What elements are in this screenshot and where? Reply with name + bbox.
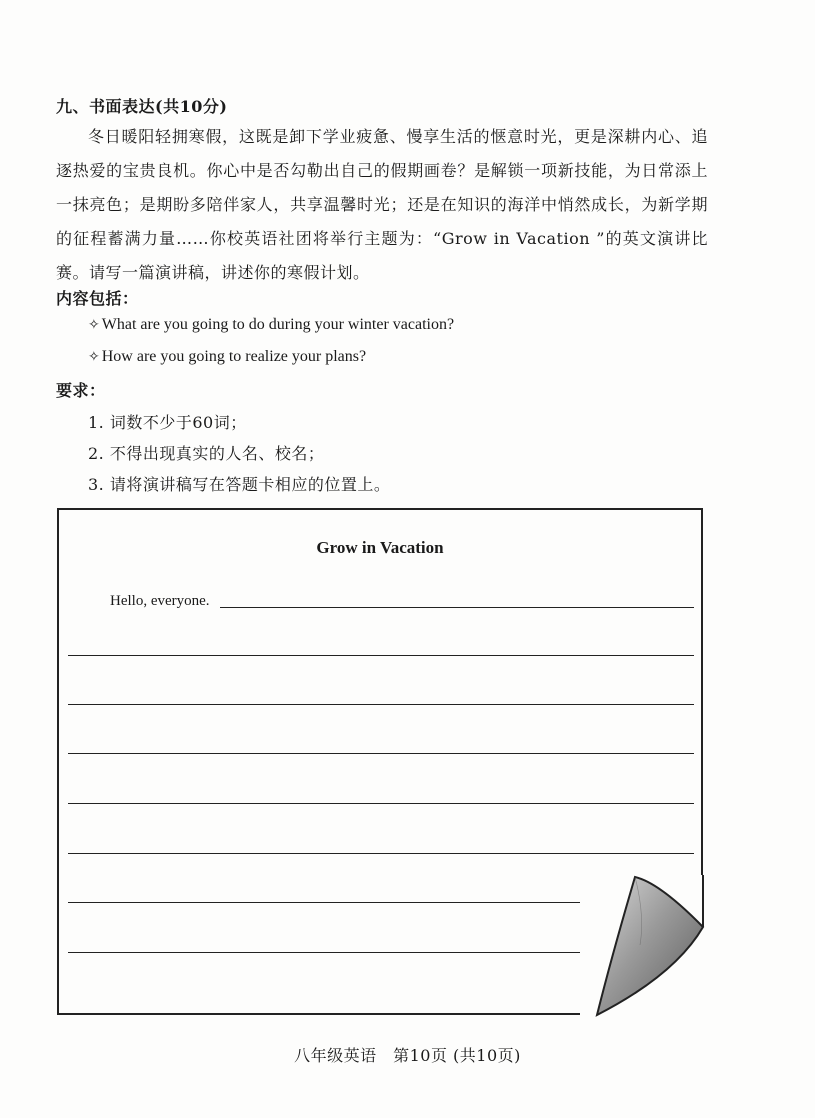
diamond-star-icon: ✧ [88,349,100,365]
requirement-item: 3. 请将演讲稿写在答题卡相应的位置上。 [88,475,391,494]
diamond-star-icon: ✧ [88,317,100,333]
writing-line[interactable] [68,753,694,754]
writing-line[interactable] [220,607,694,608]
writing-line[interactable] [68,902,616,903]
writing-line[interactable] [68,803,694,804]
page-curl-icon [580,875,705,1017]
answer-box-bottom-border [57,1013,597,1015]
content-item [88,316,454,334]
content-item [88,348,366,366]
writing-line[interactable] [68,704,694,705]
prompt-paragraph: 冬日暖阳轻拥寒假，这既是卸下学业疲惫、慢享生活的惬意时光，更是深耕内心、追逐热爱的宝贵良机。你心中是否勾勒出自己的假期画卷？是解锁一项新技能，为日常添上一抹亮色；是期盼多陪伴家人，共享温馨时光；还是在知识的海洋中悄然成长，为新学期的征程蓄满力量……你校英语社团将举行主题为：“Grow in Vacation ”的英文演讲比赛。请写一篇演讲稿，讲述你的寒假计划。 [56,127,708,282]
content-item-text: What are you going to do during your winter vacation? [101,316,455,333]
content-label: 内容包括： [56,289,139,308]
writing-line[interactable] [68,952,616,953]
requirements-label: 要求： [56,381,106,400]
page-footer: 八年级英语 第10页 (共10页) [294,1046,521,1065]
requirement-item: 1. 词数不少于60词； [88,413,247,432]
writing-line[interactable] [68,853,694,854]
essay-greeting: Hello, everyone. [110,593,210,609]
essay-title: Grow in Vacation [316,538,444,557]
requirement-item: 2. 不得出现真实的人名、校名； [88,444,325,463]
section-title: 九、书面表达(共10分) [56,97,228,116]
content-item-text: How are you going to realize your plans? [101,348,367,365]
writing-line[interactable] [68,655,694,656]
